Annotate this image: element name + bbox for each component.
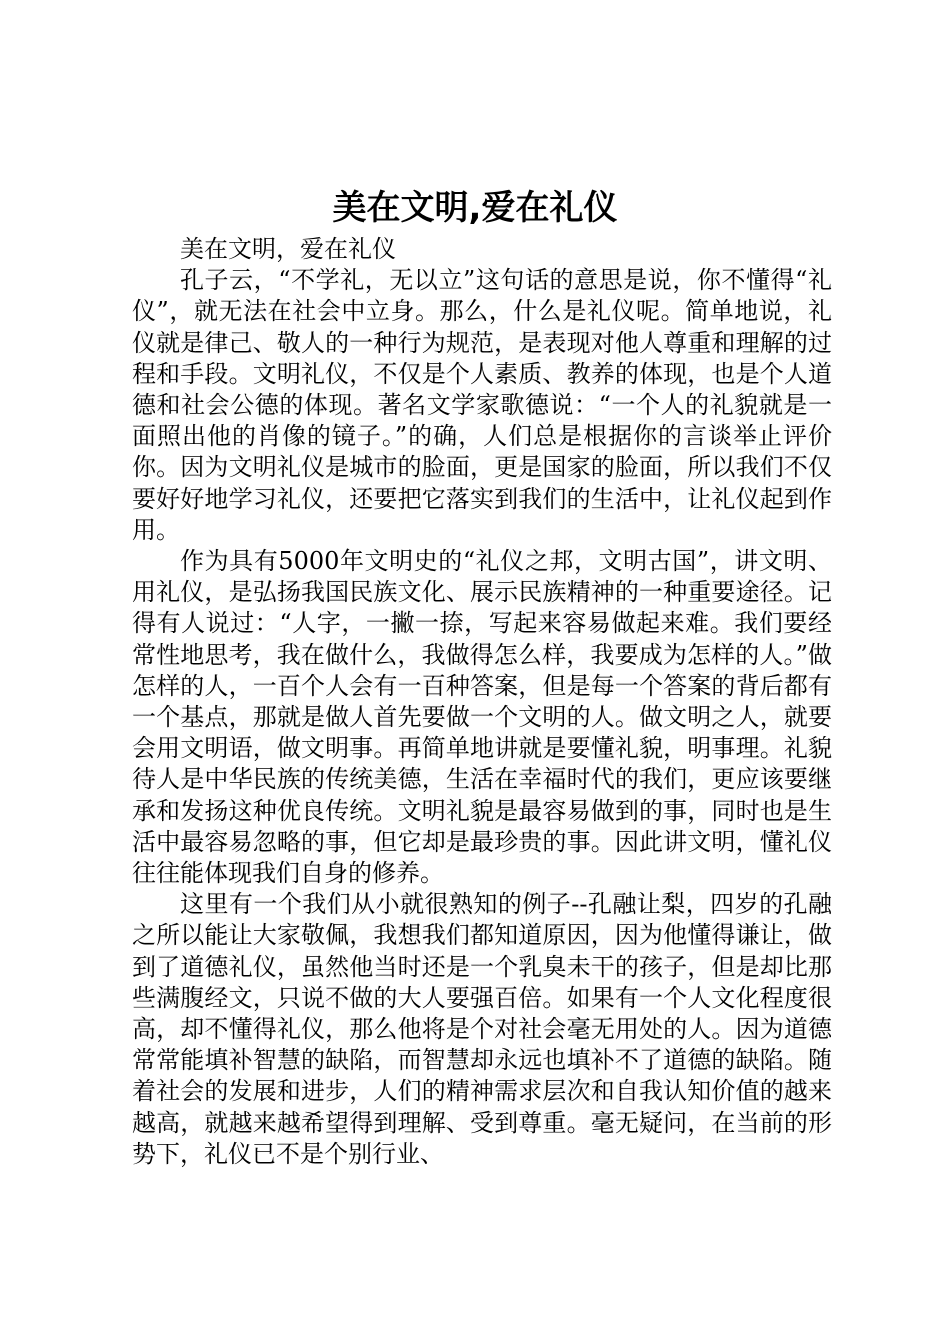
document-title: 美在文明,爱在礼仪 — [332, 188, 618, 228]
paragraph: 作为具有5000年文明史的“礼仪之邦，文明古国”，讲文明、用礼仪，是弘扬我国民族文化、展示民族精神的一种重要途径。记得有人说过：“人字，一撇一捺，写起来容易做起来难。我们要经常性地思考，我在做什么，我做得怎么样，我要成为怎样的人。”做怎样的人，一百个人会有一百种答案，但是每一个答案的背后都有一个基点，那就是做人首先要做一个文明的人。做文明之人，就要会用文明语，做文明事。再简单地讲就是要懂礼貌，明事理。礼貌待人是中华民族的传统美德，生活在幸福时代的我们，更应该要继承和发扬这种优良传统。文明礼貌是最容易做到的事，同时也是生活中最容易忽略的事，但它却是最珍贵的事。因此讲文明，懂礼仪往往能体现我们自身的修养。 — [132, 547, 832, 888]
paragraph: 孔子云，“不学礼，无以立”这句话的意思是说，你不懂得“礼仪”，就无法在社会中立身。那么，什么是礼仪呢。简单地说，礼仪就是律己、敬人的一种行为规范，是表现对他人尊重和理解的过程和手段。文明礼仪，不仅是个人素质、教养的体现，也是个人道德和社会公德的体现。著名文学家歌德说：“一个人的礼貌就是一面照出他的肖像的镜子。”的确，人们总是根据你的言谈举止评价你。因为文明礼仪是城市的脸面，更是国家的脸面，所以我们不仅要好好地学习礼仪，还要把它落实到我们的生活中，让礼仪起到作用。 — [132, 266, 832, 544]
paragraph: 这里有一个我们从小就很熟知的例子--孔融让梨，四岁的孔融之所以能让大家敬佩，我想我们都知道原因，因为他懂得谦让，做到了道德礼仪，虽然他当时还是一个乳臭未干的孩子，但是却比那些满腹经文，只说不做的大人要强百倍。如果有一个人文化程度很高，却不懂得礼仪，那么他将是个对社会毫无用处的人。因为道德常常能填补智慧的缺陷，而智慧却永远也填补不了道德的缺陷。随着社会的发展和进步，人们的精神需求层次和自我认知价值的越来越高，就越来越希望得到理解、受到尊重。毫无疑问，在当前的形势下，礼仪已不是个别行业、 — [132, 890, 832, 1168]
document-body — [132, 234, 832, 1170]
paragraph-subtitle: 美在文明，爱在礼仪 — [180, 235, 396, 263]
